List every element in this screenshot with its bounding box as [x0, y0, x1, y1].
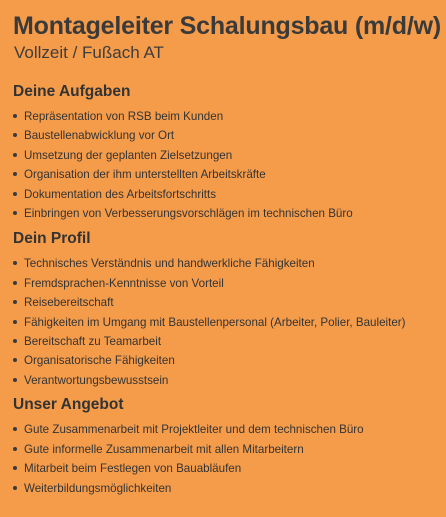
bullet-icon — [13, 300, 17, 304]
tasks-list — [13, 107, 436, 223]
list-item — [13, 293, 436, 312]
list-item-text: Repräsentation von RSB beim Kunden — [24, 110, 224, 123]
list-item — [13, 351, 436, 370]
list-item-text: Dokumentation des Arbeitsfortschritts — [24, 187, 217, 201]
bullet-icon — [13, 466, 17, 470]
section-heading-tasks: Deine Aufgaben — [13, 83, 131, 100]
bullet-icon — [13, 358, 17, 362]
list-item — [13, 126, 436, 145]
list-item-text: Organisatorische Fähigkeiten — [24, 354, 175, 368]
bullet-icon — [13, 320, 17, 324]
list-item — [13, 107, 436, 126]
list-item-text: Reisebereitschaft — [24, 296, 114, 310]
list-item-text: Fremdsprachen-Kenntnisse von Vorteil — [24, 276, 224, 290]
list-item-text: Organisation der ihm unterstellten Arbeitskräfte — [24, 168, 266, 182]
job-subtitle: Vollzeit / Fußach AT — [14, 43, 164, 62]
list-item — [13, 185, 436, 204]
list-item-text: Weiterbildungsmöglichkeiten — [24, 481, 172, 495]
list-item — [13, 254, 436, 273]
bullet-icon — [13, 378, 17, 382]
list-item — [13, 146, 436, 165]
list-item-text: Gute Zusammenarbeit mit Projektleiter und dem technischen Büro — [24, 423, 364, 437]
list-item — [13, 313, 436, 332]
list-item-text: Einbringen von Verbesserungsvorschlägen im technischen Büro — [24, 207, 353, 221]
list-item — [13, 165, 436, 184]
section-heading-profile: Dein Profil — [13, 230, 91, 248]
profile-list — [13, 254, 436, 390]
list-item — [13, 479, 436, 498]
bullet-icon — [13, 153, 17, 157]
bullet-icon — [13, 447, 17, 451]
section-tasks — [13, 82, 436, 223]
list-item-text: Bereitschaft zu Teamarbeit — [24, 335, 162, 349]
list-item-text: Baustellenabwicklung vor Ort — [24, 129, 175, 143]
bullet-icon — [13, 133, 17, 137]
section-profile — [13, 229, 436, 390]
bullet-icon — [13, 281, 17, 285]
bullet-icon — [13, 486, 17, 490]
offer-list — [13, 420, 436, 498]
list-item-text: Verantwortungsbewusstsein — [24, 373, 169, 387]
list-item-text: Mitarbeit beim Festlegen von Bauabläufen — [24, 462, 242, 476]
list-item — [13, 371, 436, 390]
list-item — [13, 274, 436, 293]
bullet-icon — [13, 211, 17, 215]
list-item-text: Umsetzung der geplanten Zielsetzungen — [24, 148, 233, 162]
list-item — [13, 420, 436, 439]
bullet-icon — [13, 192, 17, 196]
list-item-text: Fähigkeiten im Umgang mit Baustellenpersonal (Arbeiter, Polier, Bauleiter) — [24, 315, 406, 329]
list-item-text: Gute informelle Zusammenarbeit mit allen Mitarbeitern — [24, 442, 304, 456]
job-title: Montageleiter Schalungsbau (m/d/w) — [13, 12, 441, 40]
bullet-icon — [13, 261, 17, 265]
section-offer — [13, 395, 436, 498]
bullet-icon — [13, 114, 17, 118]
list-item-text: Technisches Verständnis und handwerkliche Fähigkeiten — [24, 257, 315, 271]
list-item — [13, 440, 436, 459]
list-item — [13, 459, 436, 478]
bullet-icon — [13, 427, 17, 431]
bullet-icon — [13, 172, 17, 176]
section-heading-offer: Unser Angebot — [13, 396, 124, 414]
list-item — [13, 204, 436, 223]
bullet-icon — [13, 339, 17, 343]
list-item — [13, 332, 436, 351]
